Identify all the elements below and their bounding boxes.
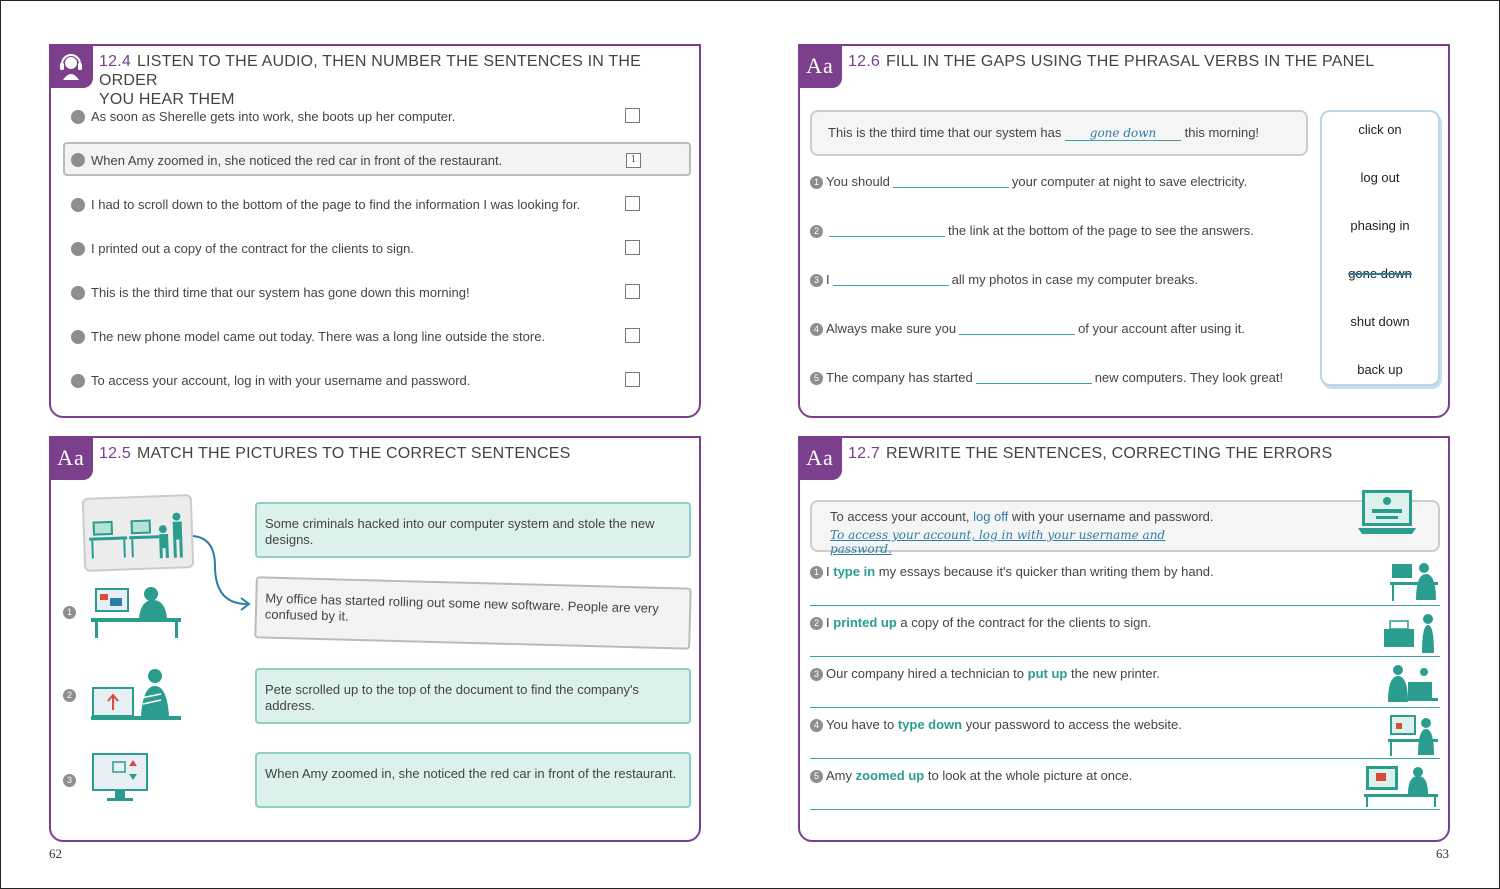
- example-answer: To access your account, log in with your username and password.: [830, 528, 1166, 556]
- sentence-before: The company has started: [826, 370, 973, 385]
- match-sentence[interactable]: When Amy zoomed in, she noticed the red car in front of the restaurant.: [255, 752, 691, 808]
- sentence-before: Amy: [826, 768, 852, 783]
- panel-word: phasing in: [1350, 218, 1410, 233]
- list-item: [69, 102, 689, 132]
- match-arrow-icon: [191, 532, 255, 612]
- vocabulary-icon: Aa: [798, 44, 842, 88]
- exercise-number: 12.7: [848, 445, 880, 462]
- panel-word: back up: [1357, 362, 1403, 377]
- exercise-number: 12.6: [848, 53, 880, 70]
- sentence-before: Our company hired a technician to: [826, 666, 1024, 681]
- list-item: [69, 322, 689, 352]
- order-checkbox[interactable]: [625, 372, 640, 387]
- sentence-before: To access your account,: [830, 509, 970, 524]
- gap-sentence: [810, 370, 1300, 394]
- exercise-title: [99, 444, 571, 463]
- sentence-after: to look at the whole picture at once.: [927, 768, 1133, 783]
- technician-icon: [1384, 662, 1440, 706]
- order-checkbox[interactable]: [625, 284, 640, 299]
- panel-word: log out: [1360, 170, 1400, 185]
- exercise-title: [848, 444, 1332, 463]
- example-match-sentence: My office has started rolling out some new software. People are very confused by it.: [254, 576, 691, 649]
- listening-icon: [49, 44, 93, 88]
- rewrite-row[interactable]: [810, 660, 1440, 708]
- bullet-icon: [71, 374, 85, 388]
- title-line-1: LISTEN TO THE AUDIO, THEN NUMBER THE SENTENCES IN THE ORDER: [99, 53, 641, 89]
- sentence-after: your computer at night to save electricity.: [1011, 174, 1248, 189]
- bullet-icon: [71, 242, 85, 256]
- panel-word-used: gone down: [1348, 266, 1412, 281]
- item-number: 5: [810, 770, 823, 783]
- panel-word: shut down: [1350, 314, 1410, 329]
- example-answer: gone down: [1065, 126, 1181, 141]
- sentence-after: with your username and password.: [1011, 509, 1214, 524]
- item-number: 4: [810, 719, 823, 732]
- error-phrase: printed up: [833, 615, 897, 630]
- item-number: 1: [810, 176, 823, 189]
- sentence-text: I had to scroll down to the bottom of the page to find the information I was looking for.: [91, 197, 581, 212]
- item-number: 2: [810, 617, 823, 630]
- typing-person-icon: [1390, 560, 1440, 602]
- match-sentence[interactable]: Some criminals hacked into our computer system and stole the new designs.: [255, 502, 691, 558]
- list-item: [69, 234, 689, 264]
- exercise-title: [848, 52, 1374, 71]
- bullet-icon: [71, 153, 85, 167]
- gap-sentence: [810, 321, 1300, 345]
- item-number: 2: [810, 225, 823, 238]
- match-sentence[interactable]: Pete scrolled up to the top of the document to find the company's address.: [255, 668, 691, 724]
- example-sentence: [810, 500, 1440, 556]
- order-checkbox[interactable]: [625, 108, 640, 123]
- title-text: FILL IN THE GAPS USING THE PHRASAL VERBS IN THE PANEL: [885, 53, 1375, 70]
- gap-field[interactable]: [959, 321, 1075, 335]
- gap-sentence: [810, 272, 1300, 296]
- order-checkbox[interactable]: [625, 240, 640, 255]
- page-number-right: 63: [1436, 846, 1449, 861]
- bullet-icon: [71, 286, 85, 300]
- laptop-login-icon: [1358, 488, 1416, 542]
- sentence-before: You have to: [826, 717, 895, 732]
- sentence-after: a copy of the contract for the clients to sign.: [900, 615, 1152, 630]
- item-number: 3: [810, 274, 823, 287]
- error-phrase: put up: [1027, 666, 1068, 681]
- list-item: [69, 190, 689, 220]
- item-number: 1: [810, 566, 823, 579]
- page-number-left: 62: [49, 846, 62, 861]
- bullet-icon: [71, 110, 85, 124]
- item-number: 5: [810, 372, 823, 385]
- example-sentence: [810, 110, 1308, 156]
- sentence-after: of your account after using it.: [1078, 321, 1245, 336]
- exercise-12-6: [798, 44, 1450, 418]
- example-before: This is the third time that our system has: [828, 125, 1062, 140]
- password-screen-icon: [1388, 713, 1440, 757]
- error-phrase: log off: [973, 509, 1009, 524]
- order-checkbox[interactable]: [625, 328, 640, 343]
- item-number: 3: [63, 774, 76, 787]
- exercise-12-4: [49, 44, 701, 418]
- sentence-text: This is the third time that our system has gone down this morning!: [91, 285, 470, 300]
- rewrite-row[interactable]: [810, 558, 1440, 606]
- gap-field[interactable]: [833, 272, 949, 286]
- example-after: this morning!: [1184, 125, 1260, 140]
- word-panel: [1320, 110, 1440, 386]
- order-checkbox[interactable]: [625, 196, 640, 211]
- exercise-number: 12.5: [99, 445, 131, 462]
- example-line: [830, 509, 1214, 524]
- error-phrase: type down: [897, 717, 963, 732]
- exercise-title: [99, 52, 699, 109]
- sentence-text: When Amy zoomed in, she noticed the red car in front of the restaurant.: [91, 153, 503, 168]
- title-text: MATCH THE PICTURES TO THE CORRECT SENTENCES: [136, 445, 571, 462]
- sentence-before: I: [826, 272, 830, 287]
- bullet-icon: [71, 330, 85, 344]
- title-line-2: YOU HEAR THEM: [99, 91, 235, 108]
- gap-field[interactable]: [829, 223, 945, 237]
- sentence-text: To access your account, log in with your username and password.: [91, 373, 471, 388]
- scroll-up-picture: [91, 666, 183, 731]
- sentence-before: I: [826, 564, 830, 579]
- vocabulary-icon: Aa: [49, 436, 93, 480]
- sentence-before: You should: [826, 174, 890, 189]
- item-number: 1: [63, 606, 76, 619]
- sentence-text: The new phone model came out today. There was a long line outside the store.: [91, 329, 546, 344]
- panel-word: click on: [1358, 122, 1402, 137]
- item-number: 4: [810, 323, 823, 336]
- order-checkbox[interactable]: 1: [626, 153, 641, 168]
- item-number: 2: [63, 689, 76, 702]
- error-phrase: type in: [833, 564, 876, 579]
- sentence-before: Always make sure you: [826, 321, 957, 336]
- computer-worker-picture: [91, 584, 183, 645]
- zoom-desk-icon: [1364, 764, 1440, 808]
- sentence-text: As soon as Sherelle gets into work, she boots up her computer.: [91, 109, 456, 124]
- list-item: [69, 278, 689, 308]
- gap-field[interactable]: [893, 174, 1009, 188]
- exercise-12-7: [798, 436, 1450, 842]
- item-number: 3: [810, 668, 823, 681]
- bullet-icon: [71, 198, 85, 212]
- rewrite-row[interactable]: [810, 711, 1440, 759]
- gap-field[interactable]: [976, 370, 1092, 384]
- printer-person-icon: [1382, 611, 1440, 655]
- rewrite-row[interactable]: [810, 762, 1440, 810]
- sentence-text: I printed out a copy of the contract for the clients to sign.: [91, 241, 415, 256]
- gap-sentence: [810, 223, 1300, 247]
- sentence-after: new computers. They look great!: [1094, 370, 1284, 385]
- sentence-before: I: [826, 615, 830, 630]
- sentence-after: the new printer.: [1070, 666, 1160, 681]
- office-people-picture: [82, 494, 195, 572]
- exercise-12-5: [49, 436, 701, 842]
- sentence-after: your password to access the website.: [965, 717, 1182, 732]
- title-text: REWRITE THE SENTENCES, CORRECTING THE ERRORS: [885, 445, 1333, 462]
- sentence-after: my essays because it's quicker than writing them by hand.: [878, 564, 1214, 579]
- error-phrase: zoomed up: [855, 768, 925, 783]
- gap-sentence: [810, 174, 1300, 198]
- sentence-after: all my photos in case my computer breaks.: [951, 272, 1199, 287]
- example-item: [63, 142, 691, 176]
- rewrite-row[interactable]: [810, 609, 1440, 657]
- vocabulary-icon: Aa: [798, 436, 842, 480]
- exercise-number: 12.4: [99, 53, 131, 70]
- zoom-screen-picture: [91, 750, 151, 811]
- sentence-after: the link at the bottom of the page to see the answers.: [948, 223, 1254, 238]
- list-item: [69, 366, 689, 396]
